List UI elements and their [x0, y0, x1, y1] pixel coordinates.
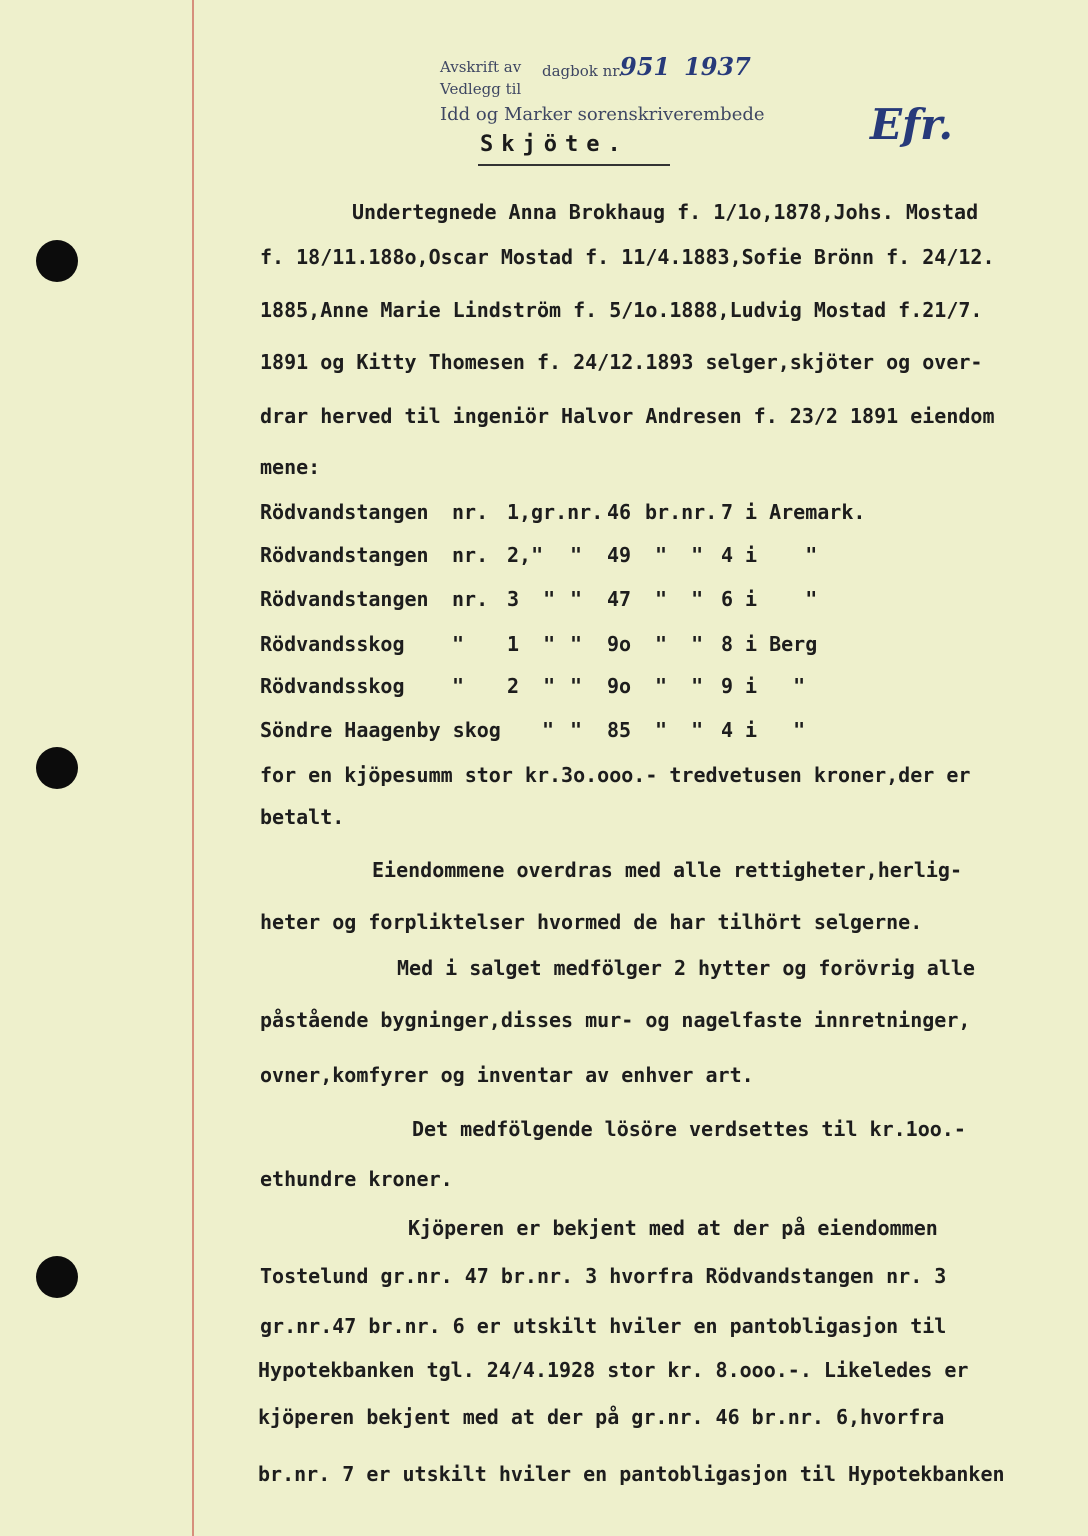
text-line: heter og forpliktelser hvormed de har tilhört selgerne. — [260, 910, 923, 934]
text-line: Det medfölgende lösöre verdsettes til kr.1oo.- — [412, 1117, 966, 1141]
property-nr-label: " — [452, 674, 465, 698]
text-line: 1891 og Kitty Thomesen f. 24/12.1893 selger,skjöter og over- — [260, 350, 983, 374]
text-line: Undertegnede Anna Brokhaug f. 1/1o,1878,Johs. Mostad — [352, 200, 979, 224]
handwritten-number: 951 — [620, 52, 671, 81]
margin-line — [192, 0, 194, 1536]
stamp-line-office: Idd og Marker sorenskriverembede — [440, 104, 765, 125]
property-place: i Aremark. — [745, 500, 866, 524]
property-nr-label: nr. — [452, 500, 489, 524]
text-line: br.nr. 7 er utskilt hviler en pantobligasjon til Hypotekbanken — [258, 1462, 1005, 1486]
property-gr: 85 — [607, 718, 632, 742]
property-gr: 9o — [607, 632, 632, 656]
text-line: betalt. — [260, 805, 345, 829]
document-title: Skjöte. — [480, 132, 629, 157]
property-place: i Berg — [745, 632, 818, 656]
property-br: 7 — [721, 500, 734, 524]
property-br-label: " " — [655, 632, 704, 656]
text-line: ethundre kroner. — [260, 1167, 453, 1191]
punch-hole — [36, 747, 78, 789]
property-br: 4 — [721, 543, 734, 567]
property-gr: 47 — [607, 587, 632, 611]
property-nr: 2," — [507, 543, 544, 567]
property-nr-label: nr. — [452, 543, 489, 567]
property-br-label: " " — [655, 718, 704, 742]
text-line: for en kjöpesumm stor kr.3o.ooo.- tredvetusen kroner,der er — [260, 763, 971, 787]
text-line: Eiendommene overdras med alle rettigheter,herlig- — [372, 858, 963, 882]
property-nr: 3 " — [507, 587, 556, 611]
text-line: mene: — [260, 455, 321, 479]
property-nr-label: " — [542, 718, 555, 742]
property-name: Rödvandstangen — [260, 500, 429, 524]
property-br: 8 — [721, 632, 734, 656]
property-gr: 49 — [607, 543, 632, 567]
title-underline — [478, 164, 670, 166]
property-nr: " — [570, 718, 583, 742]
property-name: Rödvandstangen — [260, 587, 429, 611]
property-gr-label: " — [570, 674, 583, 698]
property-gr-label: " — [570, 632, 583, 656]
text-line: Tostelund gr.nr. 47 br.nr. 3 hvorfra Rödvandstangen nr. 3 — [260, 1264, 947, 1288]
handwritten-year: 1937 — [684, 52, 751, 81]
property-name: Rödvandsskog — [260, 632, 405, 656]
property-gr: 9o — [607, 674, 632, 698]
property-name: Rödvandstangen — [260, 543, 429, 567]
property-nr: 1 " — [507, 632, 556, 656]
property-br-label: " " — [655, 543, 704, 567]
text-line: gr.nr.47 br.nr. 6 er utskilt hviler en pantobligasjon til — [260, 1314, 947, 1338]
property-place: i " — [745, 543, 818, 567]
property-br-label: br.nr. — [645, 500, 718, 524]
stamp-dagbok-label: dagbok nr. — [542, 62, 623, 80]
text-line: kjöperen bekjent med at der på gr.nr. 46 br.nr. 6,hvorfra — [258, 1405, 945, 1429]
text-line: f. 18/11.188o,Oscar Mostad f. 11/4.1883,Sofie Brönn f. 24/12. — [260, 245, 995, 269]
stamp-line-avskrift: Avskrift av — [440, 58, 522, 76]
text-line: 1885,Anne Marie Lindström f. 5/1o.1888,Ludvig Mostad f.21/7. — [260, 298, 983, 322]
handwritten-initials: Efr. — [870, 100, 953, 149]
property-nr: 2 " — [507, 674, 556, 698]
property-name: Söndre Haagenby skog — [260, 718, 501, 742]
property-place: i " — [745, 674, 806, 698]
text-line: påstående bygninger,disses mur- og nagelfaste innretninger, — [260, 1008, 971, 1032]
property-br: 6 — [721, 587, 734, 611]
punch-hole — [36, 1256, 78, 1298]
property-place: i " — [745, 718, 806, 742]
text-line: ovner,komfyrer og inventar av enhver art. — [260, 1063, 754, 1087]
property-br-label: " " — [655, 674, 704, 698]
text-line: Kjöperen er bekjent med at der på eiendommen — [408, 1216, 938, 1240]
text-line: drar herved til ingeniör Halvor Andresen f. 23/2 1891 eiendom — [260, 404, 995, 428]
property-br-label: " " — [655, 587, 704, 611]
property-gr-label: " — [570, 587, 583, 611]
property-gr: 46 — [607, 500, 632, 524]
property-gr-label: gr.nr. — [531, 500, 604, 524]
property-gr-label: " — [570, 543, 583, 567]
property-br: 9 — [721, 674, 734, 698]
text-line: Med i salget medfölger 2 hytter og forövrig alle — [397, 956, 975, 980]
property-nr-label: nr. — [452, 587, 489, 611]
property-br: 4 — [721, 718, 734, 742]
property-nr: 1, — [507, 500, 532, 524]
punch-hole — [36, 240, 78, 282]
property-nr-label: " — [452, 632, 465, 656]
property-place: i " — [745, 587, 818, 611]
property-name: Rödvandsskog — [260, 674, 405, 698]
text-line: Hypotekbanken tgl. 24/4.1928 stor kr. 8.ooo.-. Likeledes er — [258, 1358, 969, 1382]
stamp-line-vedlegg: Vedlegg til — [440, 80, 522, 98]
